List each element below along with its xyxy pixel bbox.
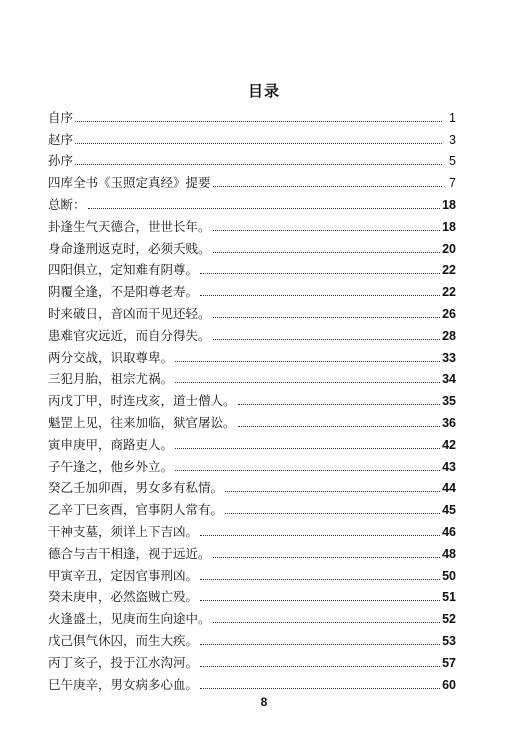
toc-entry[interactable] [48,126,456,148]
toc-entry[interactable] [48,366,456,388]
toc-entry-page: 50 [442,568,456,583]
dot-leader [238,425,441,427]
toc-entry-page: 33 [442,350,456,365]
toc-entry-page: 51 [442,590,456,605]
toc-entry-page: 3 [449,132,456,147]
toc-entry-page: 35 [442,394,456,409]
dot-leader [213,621,441,623]
toc-entry-page: 57 [442,655,456,670]
dot-leader [175,381,440,383]
toc-entry-label: 乙辛丁巳亥酉，官事阴人常有。 [48,502,224,518]
toc-entry[interactable] [48,627,456,649]
toc-entry-label: 德合与吉干相逢，视于远近。 [48,545,211,561]
toc-entry-label: 孙序 [48,153,74,169]
toc-entry-page: 45 [442,503,456,518]
toc-entry-page: 60 [442,677,456,692]
toc-entry-label: 三犯月胎，祖宗尤祸。 [48,371,174,387]
toc-entry[interactable] [48,322,456,344]
toc-entry[interactable] [48,169,456,191]
toc-entry[interactable] [48,671,456,693]
dot-leader [200,272,440,274]
toc-entry-label: 巳午庚辛，男女病多心血。 [48,676,199,692]
toc-entry-page: 46 [442,524,456,539]
toc-entry-page: 5 [449,154,456,169]
toc-entry-page: 34 [442,372,456,387]
toc-entry-label: 自序 [48,109,74,125]
toc-entry-label: 两分交战，识取尊卑。 [48,349,174,365]
toc-entry-page: 53 [442,633,456,648]
dot-leader [213,338,441,340]
toc-entry-label: 时来破日，音凶而干见还轻。 [48,305,211,321]
toc-entry-label: 总断： [48,196,86,212]
toc-entry[interactable] [48,518,456,540]
toc-entry-label: 患难官灾远近，而自分得失。 [48,327,211,343]
toc-entry[interactable] [48,278,456,300]
toc-entry[interactable] [48,649,456,671]
toc-entry[interactable] [48,344,456,366]
dot-leader [225,490,440,492]
dot-leader [238,403,441,405]
toc-entry[interactable] [48,562,456,584]
toc-entry-label: 寅申庚甲，商路吏人。 [48,436,174,452]
toc-entry-label: 甲寅辛丑，定因官事刑凶。 [48,567,199,583]
toc-entry-page: 48 [442,546,456,561]
toc-entry-page: 22 [442,285,456,300]
toc-entry-label: 卦逢生气天德合，世世长年。 [48,218,211,234]
toc-entry-page: 18 [442,219,456,234]
toc-entry[interactable] [48,409,456,431]
toc-entry-label: 丙丁亥子，投于江水沟河。 [48,654,199,670]
toc-entry-page: 7 [449,176,456,191]
toc-entry-label: 身命逢刑返克时，必须夭贱。 [48,240,211,256]
toc-entry[interactable] [48,191,456,213]
toc-entry-label: 赵序 [48,131,74,147]
dot-leader [200,665,440,667]
toc-entry-page: 42 [442,437,456,452]
page-title: 目录 [247,82,280,100]
toc-entry-page: 44 [442,481,456,496]
toc-entry[interactable] [48,584,456,606]
toc-entry-label: 四库全书《玉照定真经》提要 [48,175,211,191]
toc-entry-label: 癸乙壬加卯酉，男女多有私情。 [48,480,224,496]
dot-leader [175,360,440,362]
toc-entry-label: 戊己俱气休囚，而生大疾。 [48,632,199,648]
toc-entry-page: 22 [442,263,456,278]
dot-leader [75,142,442,144]
toc-entry[interactable] [48,213,456,235]
toc-entry[interactable] [48,148,456,170]
toc-entry-label: 阴覆全逢，不是阳尊老寿。 [48,284,199,300]
toc-entry-label: 四阳俱立，定知难有阴尊。 [48,262,199,278]
toc-entry[interactable] [48,475,456,497]
toc-entry-page: 1 [449,110,456,125]
toc-entry-page: 28 [442,328,456,343]
toc-entry-label: 子午逢之，他乡外立。 [48,458,174,474]
toc-entry-label: 丙戊丁甲，时连戌亥，道士僧人。 [48,393,236,409]
toc-entry-page: 26 [442,306,456,321]
toc-entry[interactable] [48,540,456,562]
dot-leader [75,163,442,165]
toc-entry[interactable] [48,605,456,627]
toc-entry-label: 火逢盛土，见庚而生向途中。 [48,611,211,627]
toc-entry[interactable] [48,300,456,322]
toc-entry[interactable] [48,453,456,475]
toc-entry[interactable] [48,387,456,409]
dot-leader [200,599,440,601]
dot-leader [200,534,440,536]
dot-leader [225,512,440,514]
dot-leader [75,120,442,122]
dot-leader [200,294,440,296]
dot-leader [175,469,440,471]
toc-entry-page: 36 [442,415,456,430]
toc-entry[interactable] [48,235,456,257]
dot-leader [213,229,441,231]
toc-entry-label: 干神支墓，须详上下吉凶。 [48,523,199,539]
toc-entry[interactable] [48,104,456,126]
dot-leader [200,687,440,689]
dot-leader [200,643,440,645]
toc-entry[interactable] [48,496,456,518]
page-number: 8 [260,695,268,709]
toc-entry-page: 43 [442,459,456,474]
toc-entry-page: 18 [442,197,456,212]
dot-leader [213,556,441,558]
dot-leader [213,185,442,187]
toc-entry-label: 癸未庚申，必然盗贼亡殁。 [48,589,199,605]
toc-entry[interactable] [48,257,456,279]
toc-entry-page: 52 [442,612,456,627]
toc-entry[interactable] [48,431,456,453]
dot-leader [213,251,441,253]
toc-entry-page: 20 [442,241,456,256]
table-of-contents [48,104,456,693]
dot-leader [88,207,441,209]
dot-leader [175,447,440,449]
dot-leader [213,316,441,318]
dot-leader [200,578,440,580]
toc-entry-label: 魁罡上见，往来加临，狱官屠讼。 [48,414,236,430]
